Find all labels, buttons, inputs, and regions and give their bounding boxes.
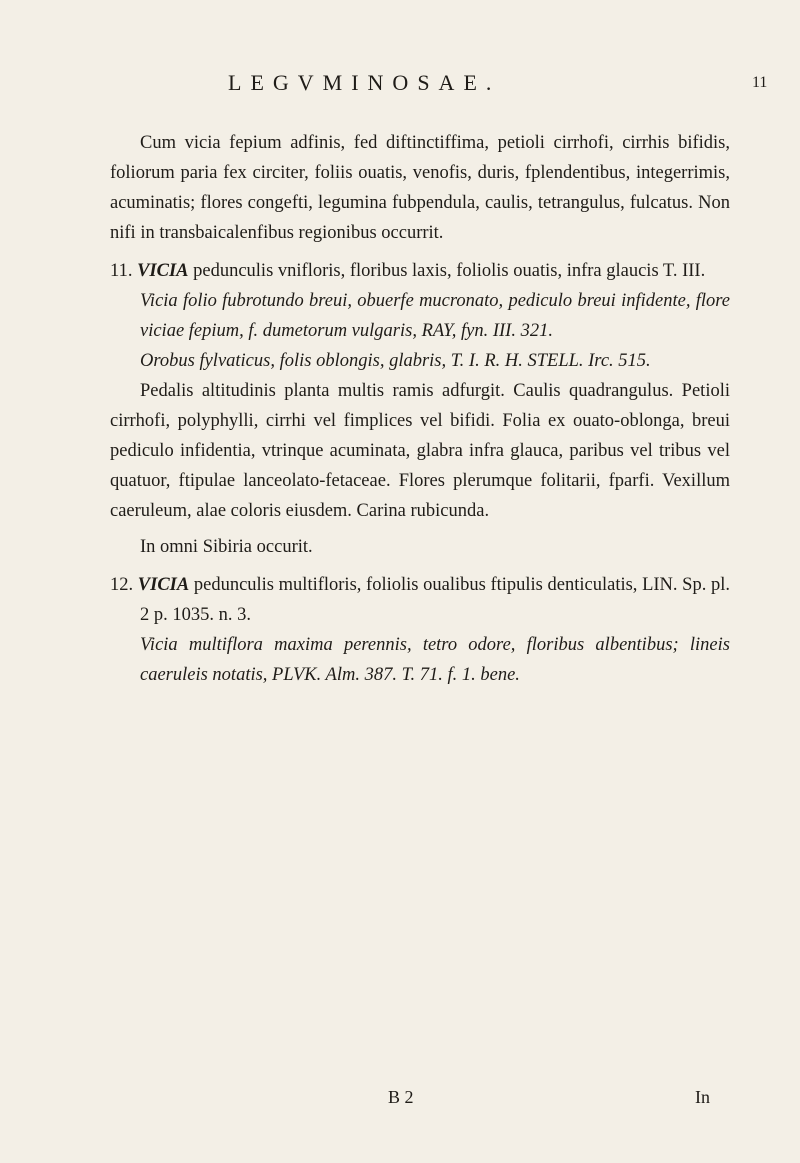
page-header (0, 70, 800, 110)
page-number: 11 (752, 74, 768, 91)
entry-12-number: 12. (110, 575, 134, 595)
entry-12-heading (110, 570, 730, 630)
entry-11-diagnosis: pedunculis vnifloris, floribus laxis, foliolis ouatis, infra glaucis T. III. (193, 261, 706, 281)
entry-11-heading (110, 256, 730, 286)
entry-11-number: 11. (110, 261, 133, 281)
catchword: In (695, 1087, 710, 1107)
entry-12-synonym-1: Vicia multiflora maxima perennis, tetro odore, floribus albentibus; lineis caeruleis notatis, PLVK. Alm. 387. T. 71. f. 1. bene. (140, 635, 730, 685)
running-head: LEGVMINOSAE. (228, 70, 501, 95)
entry-11-synonym-1: Vicia folio fubrotundo breui, obuerfe mucronato, pediculo breui infidente, flore viciae fepium, f. dumetorum vulgaris, RAY, fyn. III. 321. (140, 291, 730, 341)
entry-12-diagnosis: pedunculis multifloris, foliolis oualibus ftipulis denticulatis, LIN. Sp. pl. 2 p. 1035. n. 3. (140, 575, 731, 625)
entry-11-description: Pedalis altitudinis planta multis ramis adfurgit. Caulis quadrangulus. Petioli cirrhofi, polyphylli, cirrhi vel fimplices vel bifidi. Folia ex ouato-oblonga, breui pediculo infidentia, vtrinque acuminata, glabra infra glauca, paribus vel tribus vel quatuor, ftipulae lanceolato-fetaceae. Flores plerumque folitarii, fparfi. Vexillum caeruleum, alae coloris eiusdem. Carina rubicunda. (110, 381, 730, 521)
entry-11-synonym-2: Orobus fylvaticus, folis oblongis, glabris, T. I. R. H. STELL. Irc. 515. (140, 351, 651, 371)
entry-11-locality: In omni Sibiria occurit. (140, 537, 313, 557)
entry-12 (110, 570, 730, 690)
entry-11 (110, 256, 730, 562)
body-text (110, 128, 730, 690)
page-footer (0, 1087, 800, 1117)
entry-11-genus: VICIA (137, 261, 189, 281)
entry-12-genus: VICIA (137, 575, 190, 595)
signature-mark: B 2 (388, 1087, 414, 1107)
intro-paragraph: Cum vicia fepium adfinis, fed diftinctiffima, petioli cirrhofi, cirrhis bifidis, foliorum paria fex circiter, foliis ouatis, venofis, duris, fplendentibus, integerrimis, acuminatis; flores congefti, legumina fubpendula, caulis, tetrangulus, fulcatus. Non nifi in transbaicalenfibus regionibus occurrit. (110, 133, 730, 243)
